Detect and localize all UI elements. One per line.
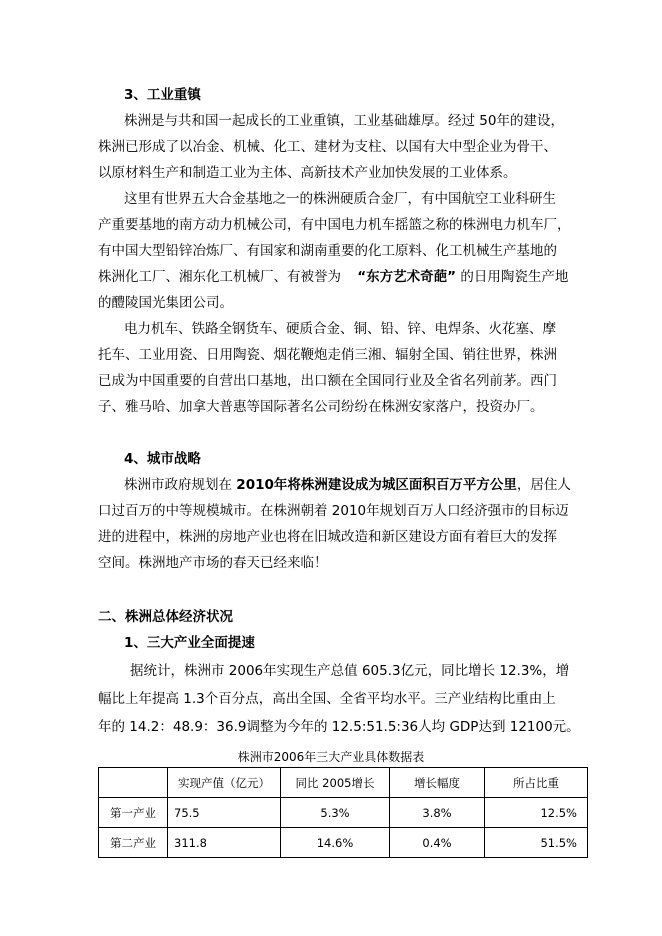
table-cell: 51.5% — [485, 828, 588, 858]
text-run: ，居住人 — [516, 477, 571, 493]
paragraph-line: 口过百万的中等规模城市。在株洲朝着 2010年规划百万人口经济强市的目标迈 — [98, 503, 569, 519]
table-header-cell: 增长幅度 — [390, 768, 485, 798]
paragraph-line: 据统计，株洲市 2006年实现生产总值 605.3亿元，同比增长 12.3%，增 — [130, 663, 570, 679]
table-row — [99, 798, 588, 828]
paragraph-line: 产重要基地的南方动力机械公司，有中国电力机车摇篮之称的株洲电力机车厂， — [98, 217, 571, 233]
table-cell: 第一产业 — [99, 798, 168, 828]
part-2-heading: 二、株洲总体经济状况 — [98, 609, 233, 625]
paragraph-line: 的醴陵国光集团公司。 — [98, 295, 233, 311]
paragraph-line: 株洲已形成了以冶金、机械、化工、建材为支柱、以国有大中型企业为骨干、 — [98, 139, 557, 155]
table-header-cell: 实现产值（亿元） — [168, 768, 281, 798]
paragraph-line: 空间。株洲地产市场的春天已经来临！ — [98, 555, 328, 571]
paragraph-line: 幅比上年提高 1.3个百分点，高出全国、全省平均水平。三产业结构比重由上 — [98, 691, 556, 707]
table-header-cell: 所占比重 — [485, 768, 588, 798]
paragraph-line: 有中国大型铅锌冶炼厂、有国家和湖南重要的化工原料、化工机械生产基地的 — [98, 243, 557, 259]
paragraph-line: 托车、工业用瓷、日用陶瓷、烟花鞭炮走俏三湘、辐射全国、销往世界，株洲 — [98, 347, 557, 363]
paragraph-line — [124, 476, 571, 494]
table-cell: 5.3% — [281, 798, 390, 828]
text-run: 株洲化工厂、湘东化工机械厂、有被誉为 — [98, 269, 341, 285]
table-cell: 第二产业 — [99, 828, 168, 858]
table-cell: 3.8% — [390, 798, 485, 828]
table-row — [99, 828, 588, 858]
table-cell: 311.8 — [168, 828, 281, 858]
subsection-heading: 1、三大产业全面提速 — [124, 635, 255, 651]
text-run: 株洲市政府规划在 — [124, 477, 237, 493]
text-run: 的日用陶瓷生产地 — [460, 269, 569, 285]
industry-data-table — [98, 767, 588, 858]
paragraph-line: 这里有世界五大合金基地之一的株洲硬质合金厂，有中国航空工业科研生 — [124, 191, 556, 207]
paragraph-line: 以原材料生产和制造工业为主体、高新技术产业加快发展的工业体系。 — [98, 165, 517, 181]
paragraph-line: 子、雅马哈、加拿大普惠等国际著名公司纷纷在株洲安家落户，投资办厂。 — [98, 399, 544, 415]
highlight-text: 2010年将株洲建设成为城区面积百万平方公里 — [236, 477, 517, 493]
paragraph-line — [98, 268, 568, 286]
table-caption: 株洲市2006年三大产业具体数据表 — [237, 750, 425, 764]
table-cell: 14.6% — [281, 828, 390, 858]
table-header-cell: 同比 2005增长 — [281, 768, 390, 798]
paragraph-line: 年的 14.2：48.9：36.9调整为今年的 12.5:51.5:36人均 GDP达到 12100元。 — [98, 719, 580, 735]
table-cell: 0.4% — [390, 828, 485, 858]
section-3-heading: 3、工业重镇 — [124, 87, 201, 103]
paragraph-line: 电力机车、铁路全钢货车、硬质合金、铜、铅、锌、电焊条、火花塞、摩 — [124, 321, 556, 337]
highlight-text: “东方艺术奇葩” — [357, 269, 457, 285]
paragraph-line: 株洲是与共和国一起成长的工业重镇，工业基础雄厚。经过 50年的建设， — [124, 113, 564, 129]
table-header-cell — [99, 768, 168, 798]
table-cell: 12.5% — [485, 798, 588, 828]
paragraph-line: 已成为中国重要的自营出口基地，出口额在全国同行业及全省名列前茅。西门 — [98, 373, 557, 389]
table-cell: 75.5 — [168, 798, 281, 828]
section-4-heading: 4、城市战略 — [124, 451, 201, 467]
paragraph-line: 进的进程中，株洲的房地产业也将在旧城改造和新区建设方面有着巨大的发挥 — [98, 529, 557, 545]
table-header-row — [99, 768, 588, 798]
